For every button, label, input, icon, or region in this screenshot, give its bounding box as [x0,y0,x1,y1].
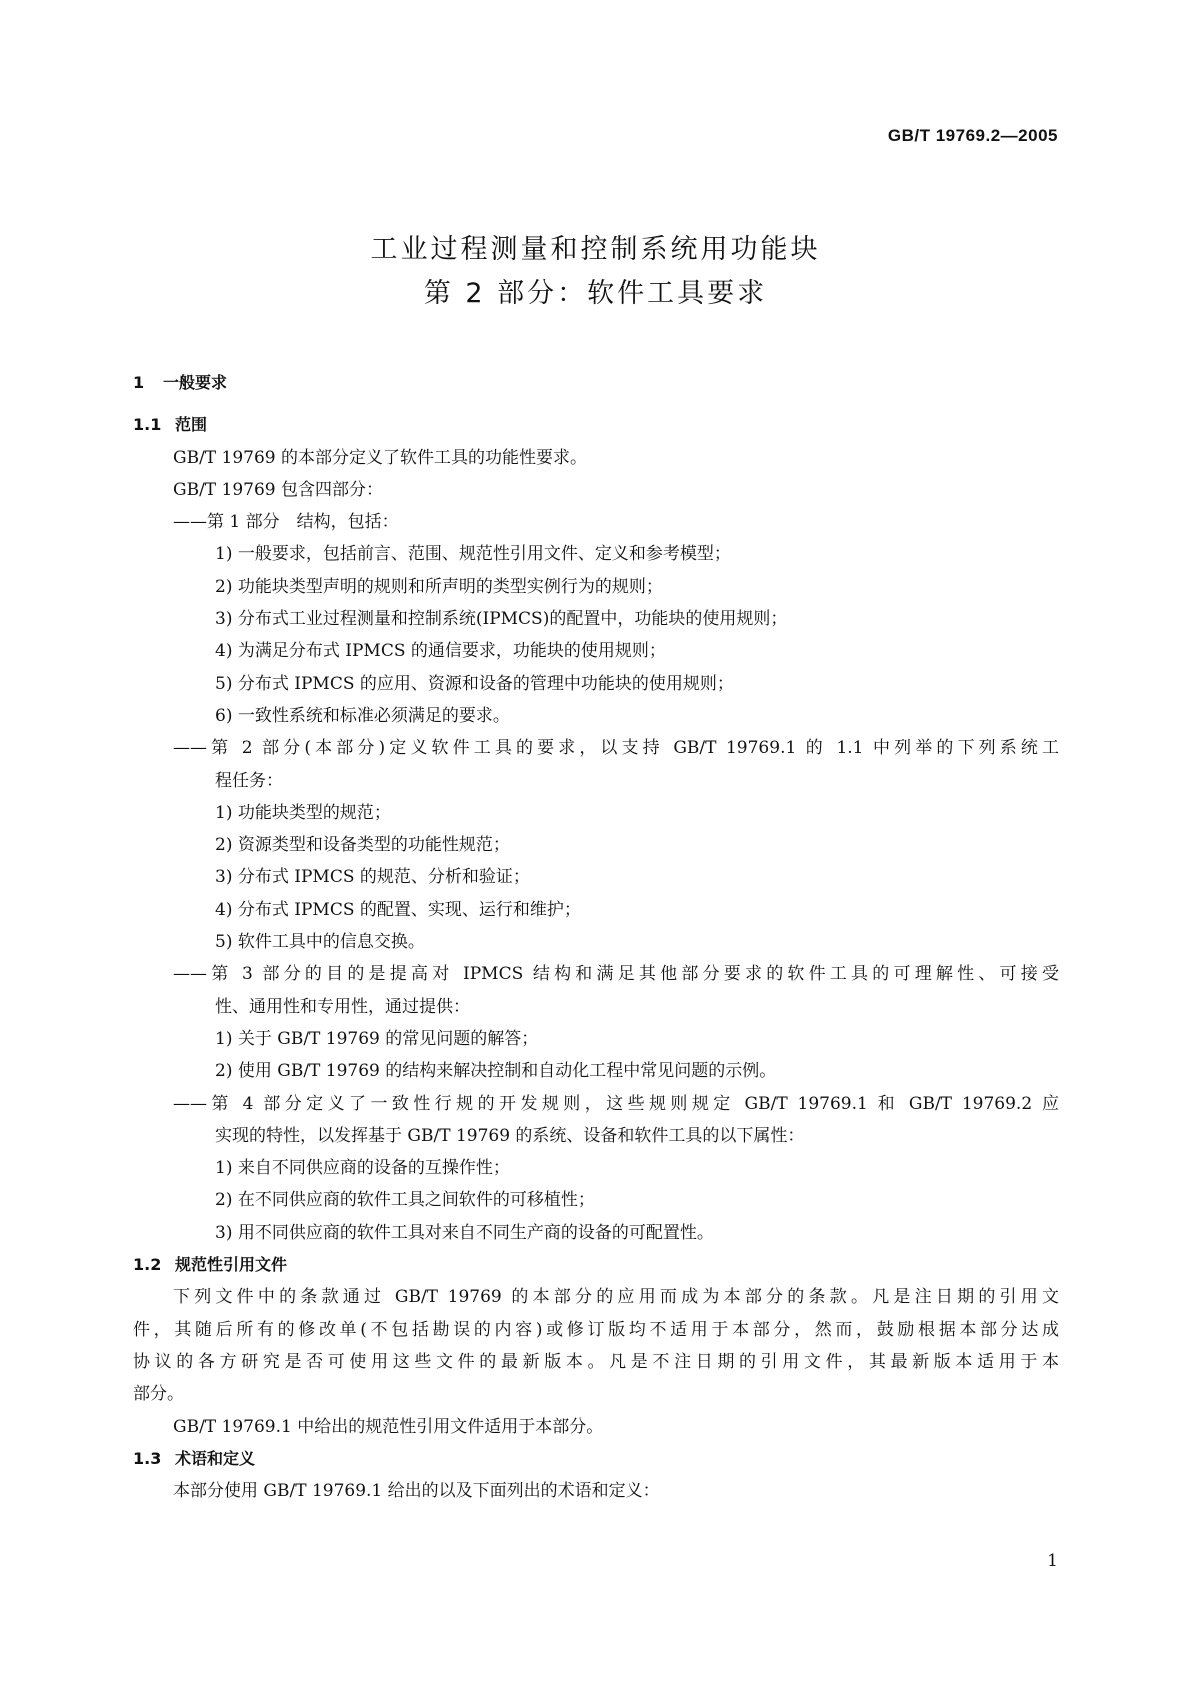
list-item: 3) 分布式 IPMCS 的规范、分析和验证； [215,867,530,888]
page-number: 1 [1047,1551,1058,1571]
list-item: 2) 功能块类型声明的规则和所声明的类型实例行为的规则； [215,576,663,597]
references-paragraph-line: 协议的各方研究是否可使用这些文件的最新版本。凡是不注日期的引用文件，其最新版本适用于本 [133,1351,1059,1372]
section-title: 一般要求 [163,373,228,392]
list-item: 2) 使用 GB/T 19769 的结构来解决控制和自动化工程中常见问题的示例。 [215,1061,777,1082]
document-title [0,228,1191,316]
list-item: 6) 一致性系统和标准必须满足的要求。 [215,705,510,726]
section-title: 范围 [175,415,208,435]
part-2-lead: ——第 2 部分(本部分)定义软件工具的要求，以支持 GB/T 19769.1 的 1.1 中列举的下列系统工 [173,738,1059,759]
list-item: 4) 为满足分布式 IPMCS 的通信要求，功能块的使用规则； [215,641,666,662]
references-paragraph-line: 下列文件中的条款通过 GB/T 19769 的本部分的应用而成为本部分的条款。凡是注日期的引用文 [173,1287,1059,1308]
section-1-1-heading [133,409,1059,441]
standard-code: GB/T 19769.2—2005 [887,126,1058,145]
list-item: 1) 关于 GB/T 19769 的常见问题的解答； [215,1028,539,1049]
list-item: 2) 在不同供应商的软件工具之间软件的可移植性； [215,1190,595,1211]
section-number: 1.1 [133,415,162,435]
part-2-lead-continued: 程任务： [215,770,283,791]
list-item: 4) 分布式 IPMCS 的配置、实现、运行和维护； [215,899,581,920]
section-number: 1.3 [133,1448,162,1468]
part-4-lead-continued: 实现的特性，以发挥基于 GB/T 19769 的系统、设备和软件工具的以下属性： [215,1125,805,1146]
section-1-3-heading [133,1443,1059,1475]
list-item: 2) 资源类型和设备类型的功能性规范； [215,835,510,856]
title-line-2: 第 2 部分：软件工具要求 [423,278,768,309]
references-paragraph-2: GB/T 19769.1 中给出的规范性引用文件适用于本部分。 [173,1416,604,1437]
references-paragraph-line: 部分。 [133,1384,184,1405]
section-title: 规范性引用文件 [175,1255,288,1275]
list-item: 1) 一般要求，包括前言、范围、规范性引用文件、定义和参考模型； [215,544,731,565]
title-line-1: 工业过程测量和控制系统用功能块 [370,234,821,265]
part-4-lead: ——第 4 部分定义了一致性行规的开发规则，这些规则规定 GB/T 19769.1 和 GB/T 19769.2 应 [173,1093,1059,1114]
references-paragraph-line: 件，其随后所有的修改单(不包括勘误的内容)或修订版均不适用于本部分，然而，鼓励根据本部分达成 [133,1319,1059,1340]
list-item: 3) 用不同供应商的软件工具对来自不同生产商的设备的可配置性。 [215,1222,714,1243]
part-1-lead: ——第 1 部分 结构，包括： [173,512,399,533]
section-number: 1 [133,373,145,392]
section-title: 术语和定义 [175,1448,256,1468]
list-item: 3) 分布式工业过程测量和控制系统(IPMCS)的配置中，功能块的使用规则； [215,609,788,630]
terms-paragraph: 本部分使用 GB/T 19769.1 给出的以及下面列出的术语和定义： [173,1481,660,1502]
section-1-2-heading [133,1249,1059,1281]
list-item: 1) 来自不同供应商的设备的互操作性； [215,1158,510,1179]
section-1-heading [133,367,1059,399]
part-3-lead-continued: 性、通用性和专用性，通过提供： [215,996,470,1017]
document-body [133,367,1059,1507]
part-3-lead: ——第 3 部分的目的是提高对 IPMCS 结构和满足其他部分要求的软件工具的可理解性、可接受 [173,964,1059,985]
section-number: 1.2 [133,1255,162,1275]
list-item: 5) 分布式 IPMCS 的应用、资源和设备的管理中功能块的使用规则； [215,673,734,694]
scope-paragraph-2: GB/T 19769 包含四部分： [173,479,384,500]
list-item: 5) 软件工具中的信息交换。 [215,932,425,953]
scope-paragraph-1: GB/T 19769 的本部分定义了软件工具的功能性要求。 [173,447,588,468]
list-item: 1) 功能块类型的规范； [215,802,391,823]
